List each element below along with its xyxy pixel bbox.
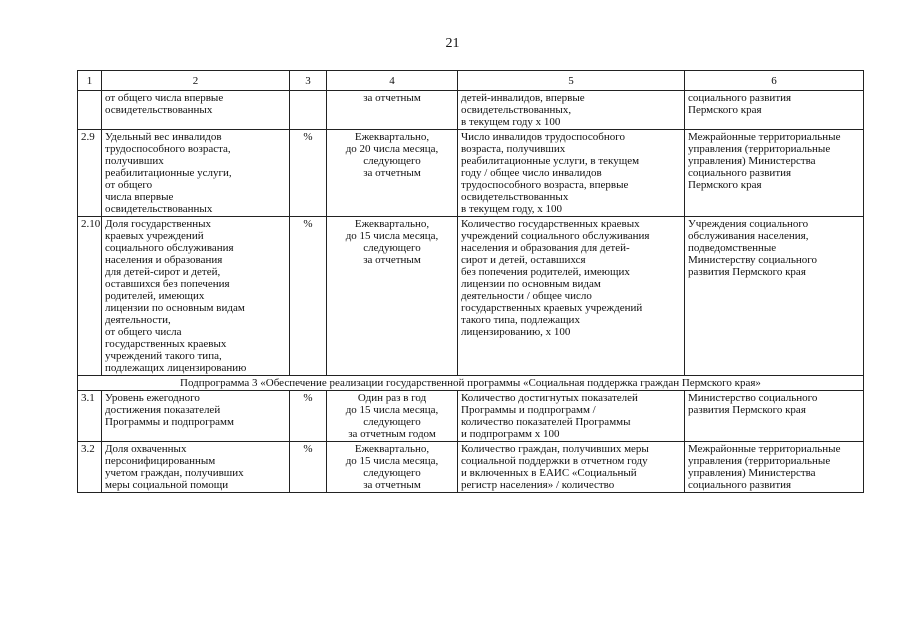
row-number — [78, 91, 102, 130]
row-number: 3.2 — [78, 442, 102, 493]
frequency: Один раз в год до 15 числа месяца, следующего за отчетным годом — [327, 391, 458, 442]
unit: % — [290, 217, 327, 376]
header-cell: 4 — [327, 71, 458, 91]
table-row — [78, 442, 864, 493]
table-row — [78, 130, 864, 217]
formula: Число инвалидов трудоспособного возраста, получивших реабилитационные услуги, в текущем году / общее число инвалидов трудоспособного возраста, впервые освидетельствованных в текущем году, x 100 — [458, 130, 685, 217]
table-header-row — [78, 71, 864, 91]
table-row — [78, 391, 864, 442]
responsible: Министерство социального развития Пермского края — [685, 391, 864, 442]
section-title: Подпрограмма 3 «Обеспечение реализации государственной программы «Социальная поддержка граждан Пермского края» — [78, 376, 864, 391]
table-row — [78, 217, 864, 376]
responsible: Межрайонные территориальные управления (территориальные управления) Министерства социального развития Пермского края — [685, 130, 864, 217]
frequency: Ежеквартально, до 20 числа месяца, следующего за отчетным — [327, 130, 458, 217]
section-row — [78, 376, 864, 391]
formula: Количество государственных краевых учреждений социального обслуживания населения и образования для детей- сирот и детей, оставшихся без попечения родителей, имеющих лицензии по основным видам деятельности / общее число государственных краевых учреждений такого типа, подлежащих лицензированию, x 100 — [458, 217, 685, 376]
formula: Количество достигнутых показателей Программы и подпрограмм / количество показателей Программы и подпрограмм x 100 — [458, 391, 685, 442]
frequency: за отчетным — [327, 91, 458, 130]
header-cell: 5 — [458, 71, 685, 91]
row-number: 2.10 — [78, 217, 102, 376]
indicators-table — [77, 70, 864, 493]
header-cell: 1 — [78, 71, 102, 91]
formula: Количество граждан, получивших меры социальной поддержки в отчетном году и включенных в ЕАИС «Социальный регистр населения» / количество — [458, 442, 685, 493]
indicator-name: Доля государственных краевых учреждений социального обслуживания населения и образования для детей-сирот и детей, оставшихся без попечения родителей, имеющих лицензии по основным видам деятельности, от общего числа государственных краевых учреждений такого типа, подлежащих лицензированию — [102, 217, 290, 376]
indicator-name: Доля охваченных персонифицированным учетом граждан, получивших меры социальной помощи — [102, 442, 290, 493]
indicator-name: Удельный вес инвалидов трудоспособного возраста, получивших реабилитационные услуги, от общего числа впервые освидетельствованных — [102, 130, 290, 217]
row-number: 3.1 — [78, 391, 102, 442]
header-cell: 2 — [102, 71, 290, 91]
indicator-name: от общего числа впервые освидетельствованных — [102, 91, 290, 130]
unit: % — [290, 130, 327, 217]
formula: детей-инвалидов, впервые освидетельствованных, в текущем году x 100 — [458, 91, 685, 130]
page-number: 21 — [445, 36, 460, 51]
header-cell: 6 — [685, 71, 864, 91]
responsible: Межрайонные территориальные управления (территориальные управления) Министерства социального развития — [685, 442, 864, 493]
unit: % — [290, 442, 327, 493]
frequency: Ежеквартально, до 15 числа месяца, следующего за отчетным — [327, 217, 458, 376]
table-row — [78, 91, 864, 130]
frequency: Ежеквартально, до 15 числа месяца, следующего за отчетным — [327, 442, 458, 493]
responsible: социального развития Пермского края — [685, 91, 864, 130]
indicator-name: Уровень ежегодного достижения показателей Программы и подпрограмм — [102, 391, 290, 442]
header-cell: 3 — [290, 71, 327, 91]
row-number: 2.9 — [78, 130, 102, 217]
responsible: Учреждения социального обслуживания населения, подведомственные Министерству социального развития Пермского края — [685, 217, 864, 376]
unit: % — [290, 391, 327, 442]
unit — [290, 91, 327, 130]
